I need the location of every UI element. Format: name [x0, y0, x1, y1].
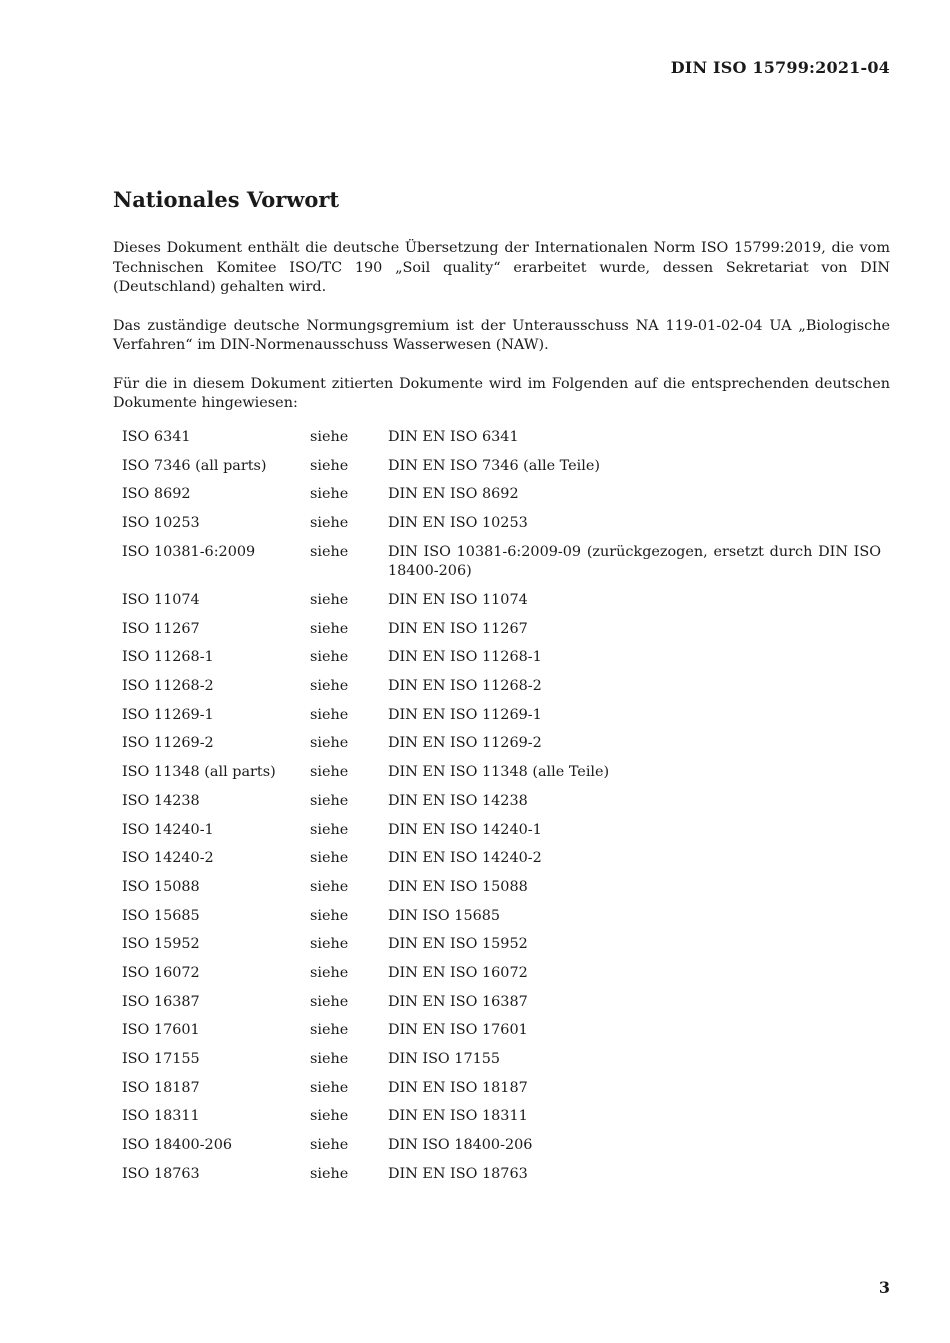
siehe-label: siehe — [310, 1022, 349, 1039]
page-number: 3 — [878, 1278, 890, 1297]
siehe-label: siehe — [310, 1051, 349, 1068]
iso-reference: ISO 6341 — [122, 429, 191, 446]
table-row — [122, 1132, 881, 1161]
iso-reference: ISO 11074 — [122, 592, 200, 609]
din-reference: DIN EN ISO 11268-2 — [388, 678, 542, 695]
din-reference: DIN ISO 10381-6:2009-09 (zurückgezogen, ersetzt durch DIN ISO 18400-206) — [388, 543, 881, 580]
siehe-label: siehe — [310, 429, 349, 446]
iso-reference: ISO 18187 — [122, 1079, 200, 1096]
siehe-label: siehe — [310, 850, 349, 867]
din-reference: DIN EN ISO 18763 — [388, 1165, 528, 1182]
iso-reference: ISO 15088 — [122, 878, 200, 895]
iso-reference: ISO 18763 — [122, 1165, 200, 1182]
paragraph-committee-info: Das zuständige deutsche Normungsgremium ist der Unterausschuss NA 119-01-02-04 UA „Biologische Verfahren“ im DIN-Normenausschuss Wasserwesen (NAW). — [113, 317, 890, 353]
siehe-label: siehe — [310, 486, 349, 503]
paragraph-reference-intro: Für die in diesem Dokument zitierten Dokumente wird im Folgenden auf die entsprechenden deutschen Dokumente hingewiesen: — [113, 375, 890, 411]
din-reference: DIN EN ISO 15088 — [388, 878, 528, 895]
din-reference: DIN EN ISO 16072 — [388, 964, 528, 981]
iso-reference: ISO 18400-206 — [122, 1137, 233, 1154]
table-row — [122, 1045, 881, 1074]
siehe-label: siehe — [310, 592, 349, 609]
iso-reference: ISO 10253 — [122, 515, 200, 532]
reference-table — [122, 424, 881, 1189]
siehe-label: siehe — [310, 1108, 349, 1125]
siehe-label: siehe — [310, 649, 349, 666]
din-reference: DIN ISO 18400-206 — [388, 1137, 533, 1154]
din-reference: DIN EN ISO 18187 — [388, 1079, 528, 1096]
table-row — [122, 931, 881, 960]
din-reference: DIN EN ISO 14240-1 — [388, 821, 542, 838]
din-reference: DIN EN ISO 17601 — [388, 1022, 528, 1039]
siehe-label: siehe — [310, 1079, 349, 1096]
iso-reference: ISO 11268-2 — [122, 678, 214, 695]
iso-reference: ISO 16072 — [122, 964, 200, 981]
section-title: Nationales Vorwort — [113, 187, 340, 212]
iso-reference: ISO 14240-2 — [122, 850, 214, 867]
din-reference: DIN EN ISO 11267 — [388, 620, 528, 637]
siehe-label: siehe — [310, 1137, 349, 1154]
siehe-label: siehe — [310, 907, 349, 924]
table-row — [122, 787, 881, 816]
table-row — [122, 452, 881, 481]
iso-reference: ISO 11269-2 — [122, 735, 214, 752]
iso-reference: ISO 17601 — [122, 1022, 200, 1039]
table-row — [122, 845, 881, 874]
iso-reference: ISO 17155 — [122, 1051, 200, 1068]
siehe-label: siehe — [310, 764, 349, 781]
iso-reference: ISO 15685 — [122, 907, 200, 924]
siehe-label: siehe — [310, 993, 349, 1010]
din-reference: DIN EN ISO 11269-2 — [388, 735, 542, 752]
table-row — [122, 1103, 881, 1132]
iso-reference: ISO 15952 — [122, 936, 200, 953]
siehe-label: siehe — [310, 1165, 349, 1182]
siehe-label: siehe — [310, 792, 349, 809]
iso-reference: ISO 11348 (all parts) — [122, 764, 276, 781]
siehe-label: siehe — [310, 964, 349, 981]
siehe-label: siehe — [310, 457, 349, 474]
iso-reference: ISO 10381-6:2009 — [122, 543, 256, 560]
din-reference: DIN EN ISO 18311 — [388, 1108, 528, 1125]
table-row — [122, 1160, 881, 1189]
din-reference: DIN EN ISO 11269-1 — [388, 706, 542, 723]
iso-reference: ISO 7346 (all parts) — [122, 457, 267, 474]
din-reference: DIN EN ISO 8692 — [388, 486, 519, 503]
iso-reference: ISO 11268-1 — [122, 649, 214, 666]
document-id: DIN ISO 15799:2021-04 — [670, 58, 890, 77]
iso-reference: ISO 16387 — [122, 993, 200, 1010]
table-row — [122, 816, 881, 845]
table-row — [122, 873, 881, 902]
siehe-label: siehe — [310, 936, 349, 953]
table-row — [122, 424, 881, 453]
table-row — [122, 1017, 881, 1046]
table-row — [122, 730, 881, 759]
table-row — [122, 481, 881, 510]
iso-reference: ISO 11269-1 — [122, 706, 214, 723]
table-row — [122, 701, 881, 730]
din-reference: DIN EN ISO 7346 (alle Teile) — [388, 457, 600, 474]
din-reference: DIN EN ISO 11074 — [388, 592, 528, 609]
paragraph-translation-info: Dieses Dokument enthält die deutsche Übersetzung der Internationalen Norm ISO 15799:2019, die vom Technischen Komitee ISO/TC 190 „Soil quality“ erarbeitet wurde, dessen Sekretariat von DIN (Deutschland) gehalten wird. — [113, 240, 890, 295]
table-row — [122, 615, 881, 644]
iso-reference: ISO 14240-1 — [122, 821, 214, 838]
din-reference: DIN EN ISO 11348 (alle Teile) — [388, 764, 610, 781]
siehe-label: siehe — [310, 706, 349, 723]
siehe-label: siehe — [310, 821, 349, 838]
table-row — [122, 586, 881, 615]
din-reference: DIN EN ISO 14238 — [388, 792, 528, 809]
din-reference: DIN ISO 17155 — [388, 1051, 501, 1068]
din-reference: DIN EN ISO 14240-2 — [388, 850, 542, 867]
din-reference: DIN EN ISO 11268-1 — [388, 649, 542, 666]
table-row — [122, 988, 881, 1017]
table-row — [122, 673, 881, 702]
siehe-label: siehe — [310, 515, 349, 532]
siehe-label: siehe — [310, 620, 349, 637]
table-row — [122, 902, 881, 931]
iso-reference: ISO 14238 — [122, 792, 200, 809]
din-reference: DIN EN ISO 10253 — [388, 515, 528, 532]
din-reference: DIN EN ISO 6341 — [388, 429, 519, 446]
siehe-label: siehe — [310, 678, 349, 695]
din-reference: DIN EN ISO 16387 — [388, 993, 528, 1010]
foreword-body — [113, 239, 890, 1189]
iso-reference: ISO 18311 — [122, 1108, 200, 1125]
siehe-label: siehe — [310, 735, 349, 752]
table-row — [122, 538, 881, 586]
din-reference: DIN ISO 15685 — [388, 907, 501, 924]
table-row — [122, 1074, 881, 1103]
siehe-label: siehe — [310, 543, 349, 560]
iso-reference: ISO 8692 — [122, 486, 191, 503]
table-row — [122, 510, 881, 539]
siehe-label: siehe — [310, 878, 349, 895]
din-reference: DIN EN ISO 15952 — [388, 936, 528, 953]
table-row — [122, 959, 881, 988]
iso-reference: ISO 11267 — [122, 620, 200, 637]
table-row — [122, 759, 881, 788]
table-row — [122, 644, 881, 673]
